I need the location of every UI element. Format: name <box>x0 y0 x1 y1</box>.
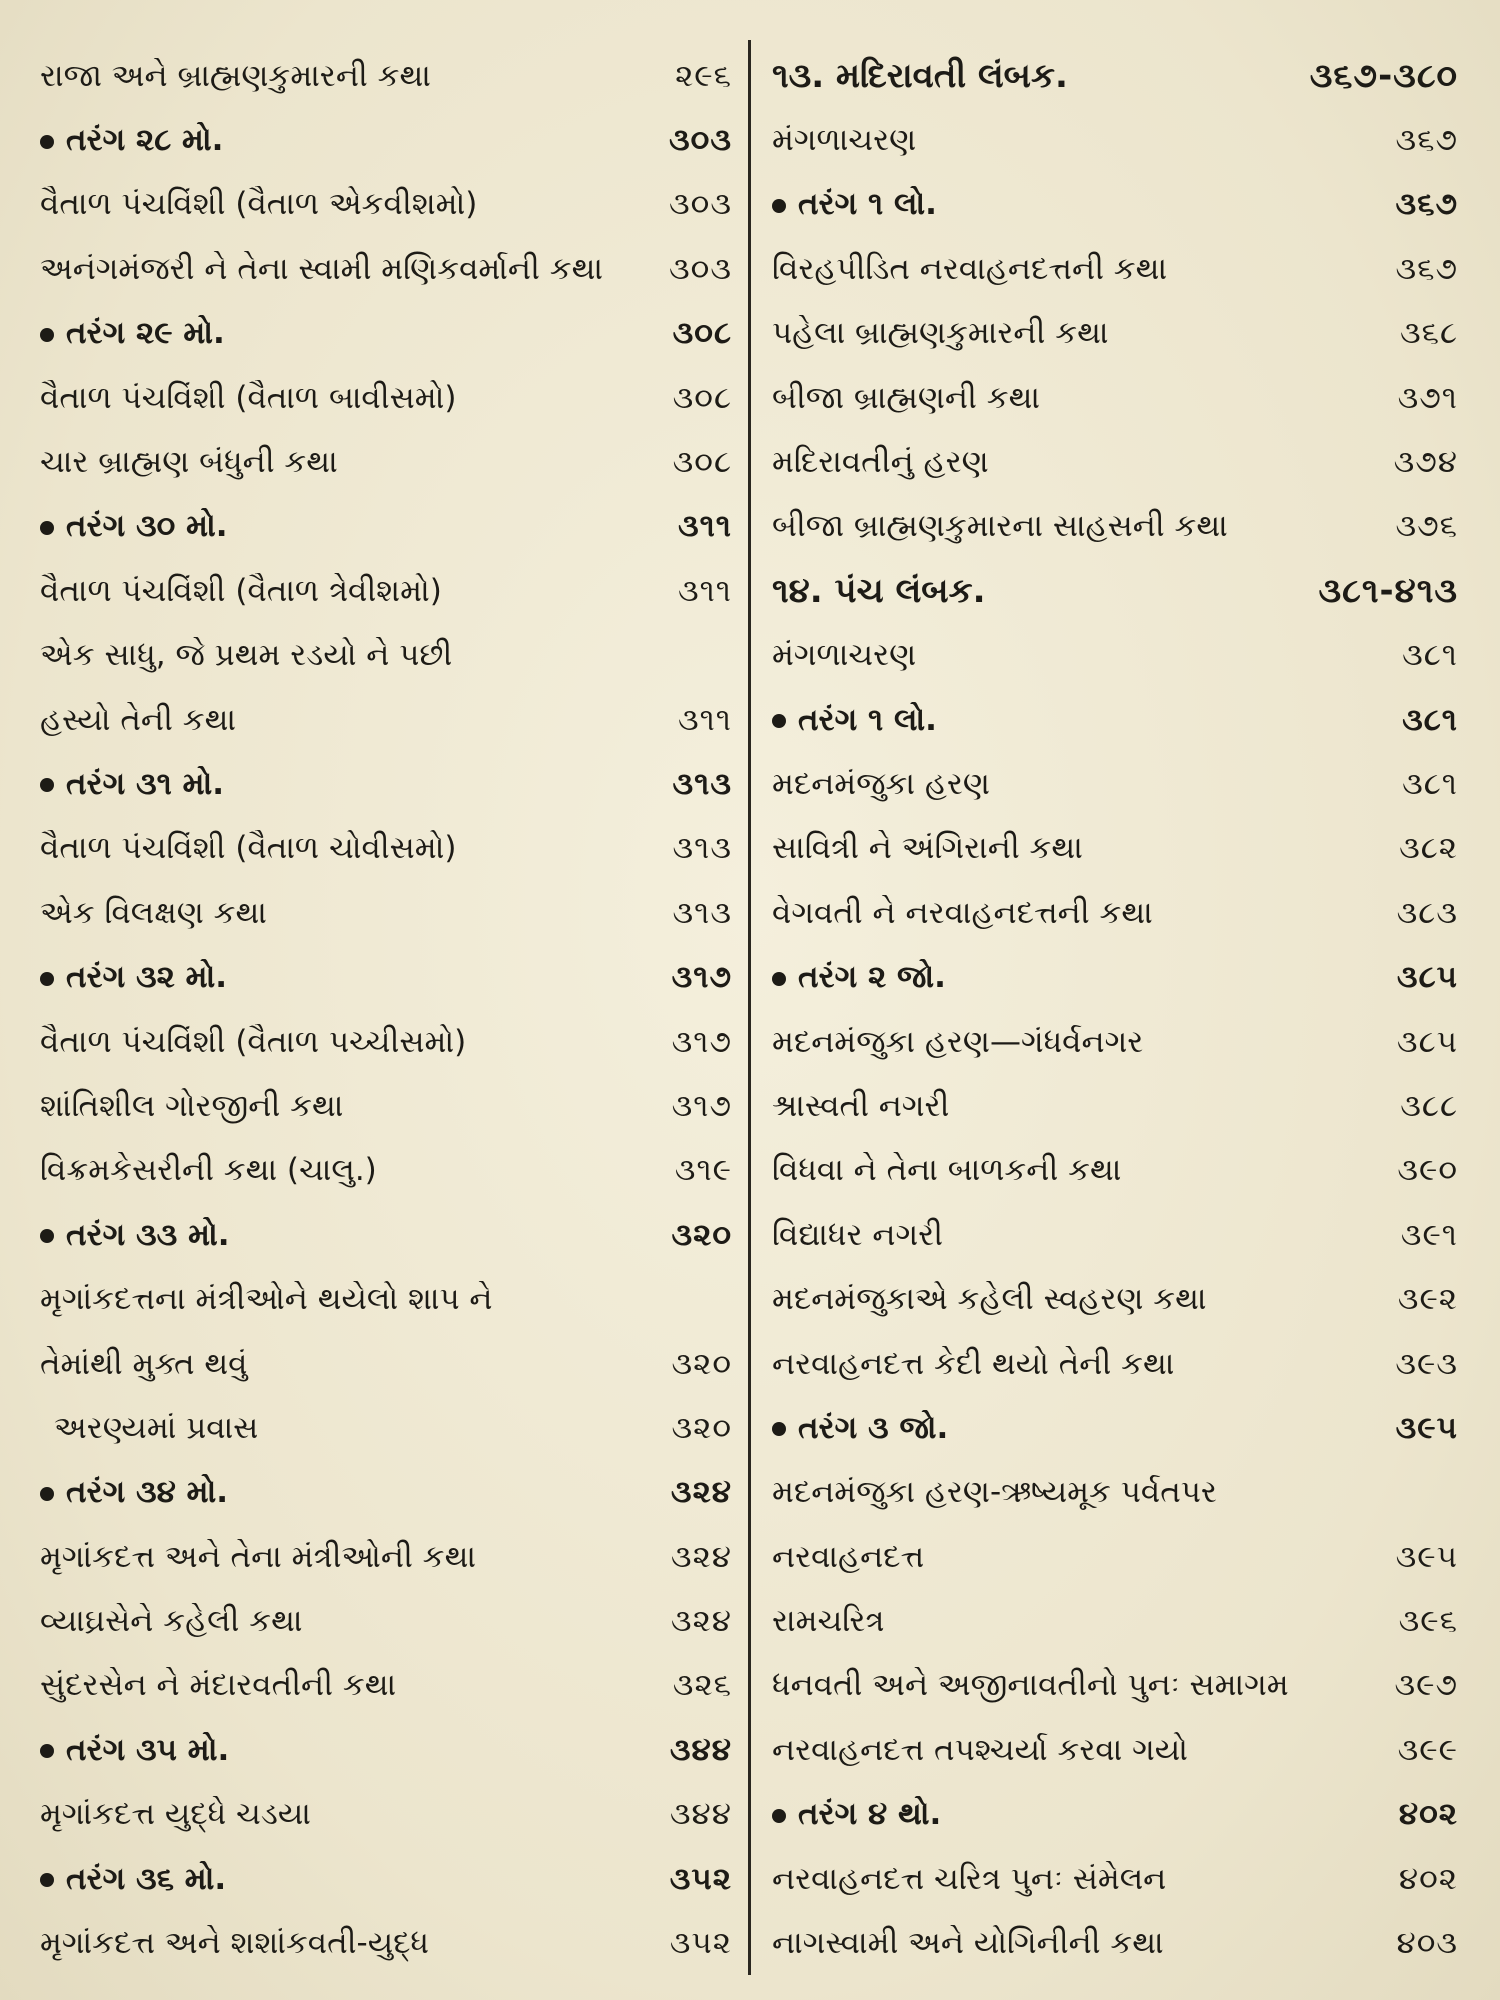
toc-entry-title <box>40 1603 657 1640</box>
toc-page-number: ૩૫૨ <box>669 1860 732 1897</box>
toc-page-number: ૩૨૦ <box>671 1409 732 1446</box>
toc-page-number: ૩૮૧ <box>1402 701 1458 738</box>
toc-entry-title <box>772 1667 1380 1704</box>
toc-entry <box>772 1525 1458 1589</box>
toc-page-number: ૩૧૯ <box>674 1152 732 1189</box>
toc-entry-title <box>40 895 659 932</box>
toc-entry-title <box>772 959 1383 996</box>
toc-entry-text: ૧૩. મદિરાવતી લંબક. <box>772 56 1068 97</box>
bullet-icon <box>40 521 54 535</box>
toc-page-number: ૩૨૪ <box>670 1538 732 1575</box>
toc-page-number: ૩૮૩ <box>1396 894 1458 931</box>
toc-entry-text: એક સાધુ, જે પ્રથમ રડયો ને પછી <box>40 637 453 674</box>
toc-entry <box>772 366 1458 430</box>
toc-entry-title <box>772 895 1383 932</box>
toc-entry-title <box>40 766 659 803</box>
toc-entry-title <box>772 56 1296 96</box>
toc-entry-title <box>40 1796 656 1833</box>
toc-entry <box>772 1139 1458 1203</box>
toc-entry-text: વિદ્યાધર નગરી <box>772 1216 943 1253</box>
toc-page-number: ૩૮૫ <box>1396 959 1458 996</box>
toc-page-number: ૩૦૮ <box>672 315 732 352</box>
toc-entry-title <box>772 1024 1383 1061</box>
toc-entry-title <box>772 1410 1382 1447</box>
toc-entry-title <box>772 315 1386 352</box>
toc-entry-text: હસ્યો તેની કથા <box>40 701 237 738</box>
toc-entry-text: તરંગ ૧ લો. <box>798 701 937 738</box>
toc-entry <box>40 1267 732 1331</box>
toc-page-number: ૩૧૭ <box>671 959 732 996</box>
toc-entry-text: શ્રાસ્વતી નગરી <box>772 1087 950 1124</box>
toc-entry <box>40 1911 732 1975</box>
toc-entry-title <box>40 1281 718 1318</box>
toc-entry <box>40 1332 732 1396</box>
toc-entry <box>772 1847 1458 1911</box>
toc-page-number: ૩૭૪ <box>1393 444 1458 481</box>
toc-entry-title <box>40 58 661 95</box>
toc-entry-text: તરંગ ૩૬ મો. <box>66 1860 227 1897</box>
toc-entry-title <box>40 508 664 545</box>
toc-entry-text: મદનમંજુકાએ કહેલી સ્વહરણ કથા <box>772 1281 1207 1318</box>
toc-entry-title <box>40 444 659 481</box>
toc-entry <box>40 1396 732 1460</box>
toc-entry-title <box>40 959 658 996</box>
toc-entry-title <box>40 702 664 739</box>
toc-entry <box>772 237 1458 301</box>
toc-entry-text: નરવાહનદત્ત ચરિત્ર પુનઃ સંમેલન <box>772 1860 1167 1897</box>
toc-entry-text: વૈતાળ પંચવિંશી (વૈતાળ ચોવીસમો) <box>40 830 457 867</box>
toc-entry-title <box>40 1474 657 1511</box>
toc-entry <box>772 1203 1458 1267</box>
toc-entry <box>40 366 732 430</box>
toc-left-column <box>40 44 732 1976</box>
toc-entry-title <box>772 1088 1386 1125</box>
toc-entry-title <box>40 380 659 417</box>
toc-entry-title <box>40 1152 661 1189</box>
toc-page-number: ૪૦૨ <box>1398 1796 1458 1833</box>
toc-entry <box>772 1461 1458 1525</box>
toc-tarang-heading <box>772 1396 1458 1460</box>
toc-entry-text: તરંગ ૩૫ મો. <box>66 1731 230 1768</box>
toc-entry <box>772 752 1458 816</box>
toc-entry-title <box>40 122 655 159</box>
toc-entry-text: ધનવતી અને અજીનાવતીનો પુનઃ સમાગમ <box>772 1667 1289 1704</box>
toc-tarang-heading <box>40 1718 732 1782</box>
toc-entry <box>40 1139 732 1203</box>
toc-page-number: ૩૯૧ <box>1400 1216 1458 1253</box>
bullet-icon <box>772 714 786 728</box>
toc-entry-title <box>40 1088 658 1125</box>
toc-page-number: ૩૧૩ <box>672 894 732 931</box>
toc-entry-title <box>40 1410 657 1447</box>
toc-entry-text: વૈતાળ પંચવિંશી (વૈતાળ બાવીસમો) <box>40 379 457 416</box>
toc-entry-text: તેમાંથી મુક્ત થવું <box>40 1345 248 1382</box>
toc-entry-text: તરંગ ૩૪ મો. <box>66 1474 229 1511</box>
toc-entry-text: વિધવા ને તેના બાળકની કથા <box>772 1152 1122 1189</box>
toc-entry-text: બીજા બ્રાહ્મણકુમારના સાહસની કથા <box>772 508 1228 545</box>
toc-page-number: ૩૧૧ <box>677 572 732 609</box>
toc-entry-text: તરંગ ૩૩ મો. <box>66 1216 230 1253</box>
toc-page-number: ૩૧૩ <box>672 765 732 802</box>
toc-page-number: ૩૧૭ <box>671 1087 732 1124</box>
toc-entry-text: શાંતિશીલ ગોરજીની કથા <box>40 1087 344 1124</box>
toc-page-number: ૩૮૫ <box>1396 1023 1458 1060</box>
toc-page-number: ૩૪૪ <box>669 1731 732 1768</box>
toc-entry-text: વિક્રમકેસરીની કથા (ચાલુ.) <box>40 1152 377 1189</box>
toc-entry-text: અરણ્યમાં પ્રવાસ <box>54 1409 259 1446</box>
toc-entry-title <box>772 444 1380 481</box>
toc-entry-text: તરંગ ૩ જો. <box>798 1409 949 1446</box>
toc-entry-title <box>772 1732 1384 1769</box>
toc-entry <box>772 1654 1458 1718</box>
toc-entry <box>772 817 1458 881</box>
toc-entry <box>772 1718 1458 1782</box>
toc-entry <box>40 1010 732 1074</box>
column-divider <box>748 40 751 1975</box>
toc-tarang-heading <box>40 302 732 366</box>
toc-entry <box>40 1074 732 1138</box>
toc-tarang-heading <box>40 1461 732 1525</box>
toc-tarang-heading <box>772 173 1458 237</box>
toc-entry-title <box>40 1024 658 1061</box>
toc-page-number: ૩૦૩ <box>669 250 732 287</box>
toc-entry <box>772 430 1458 494</box>
toc-entry <box>40 817 732 881</box>
toc-entry-title <box>772 1925 1382 1962</box>
bullet-icon <box>40 1487 54 1501</box>
toc-tarang-heading <box>40 945 732 1009</box>
toc-entry-text: વેગવતી ને નરવાહનદત્તની કથા <box>772 894 1153 931</box>
toc-entry-text: તરંગ ૨ જો. <box>798 959 946 996</box>
toc-tarang-heading <box>772 1783 1458 1847</box>
toc-page-number: ૩૭૬ <box>1395 508 1458 545</box>
toc-entry-text: નરવાહનદત્ત <box>772 1538 925 1575</box>
toc-entry <box>772 1010 1458 1074</box>
toc-entry-title <box>40 315 659 352</box>
toc-entry-title <box>772 1217 1387 1254</box>
toc-entry-title <box>40 1732 656 1769</box>
toc-entry <box>40 559 732 623</box>
toc-tarang-heading <box>40 752 732 816</box>
toc-entry <box>40 688 732 752</box>
bullet-icon <box>40 135 54 149</box>
toc-entry <box>40 1654 732 1718</box>
toc-entry <box>772 624 1458 688</box>
toc-page-number: ૩૯૩ <box>1395 1345 1458 1382</box>
toc-entry-title <box>40 251 655 288</box>
toc-entry-title <box>40 1861 656 1898</box>
toc-entry-text: મદિરાવતીનું હરણ <box>772 444 989 481</box>
toc-entry-text: ૧૪. પંચ લંબક. <box>772 571 986 612</box>
toc-entry <box>40 237 732 301</box>
toc-entry-title <box>40 1217 657 1254</box>
toc-entry <box>40 430 732 494</box>
toc-page-number: ૩૧૭ <box>671 1023 732 1060</box>
toc-entry-text: મંગળાચરણ <box>772 637 917 674</box>
toc-entry <box>40 624 732 688</box>
toc-entry-title <box>772 1603 1385 1640</box>
toc-entry-text: અનંગમંજરી ને તેના સ્વામી મણિકવર્માની કથા <box>40 250 603 287</box>
toc-entry-text: નાગસ્વામી અને યોગિનીની કથા <box>772 1925 1164 1962</box>
toc-entry-text: વિરહપીડિત નરવાહનદત્તની કથા <box>772 250 1168 287</box>
toc-page-number: ૩૮૧-૪૧૩ <box>1318 571 1458 612</box>
bullet-icon <box>772 972 786 986</box>
toc-entry-text: ચાર બ્રાહ્મણ બંધુની કથા <box>40 444 338 481</box>
toc-entry-text: તરંગ ૧ લો. <box>798 186 937 223</box>
toc-entry <box>40 881 732 945</box>
toc-page-number: ૩૬૭ <box>1395 250 1458 287</box>
toc-entry-text: વ્યાઘ્રસેને કહેલી કથા <box>40 1603 303 1640</box>
toc-entry-text: નરવાહનદત્ત તપશ્ચર્યા કરવા ગયો <box>772 1731 1188 1768</box>
toc-page-number: ૩૬૮ <box>1399 315 1458 352</box>
toc-entry-text: મદનમંજુકા હરણ-ઋષ્યમૂક પર્વતપર <box>772 1474 1217 1511</box>
toc-entry-title <box>40 637 718 674</box>
toc-page-number: ૩૪૪ <box>669 1796 732 1833</box>
toc-entry-title <box>772 508 1381 545</box>
toc-entry-title <box>772 637 1388 674</box>
toc-entry <box>40 44 732 108</box>
toc-entry-title <box>772 251 1381 288</box>
toc-entry-text: મદનમંજુકા હરણ <box>772 765 990 802</box>
bullet-icon <box>772 1422 786 1436</box>
toc-entry-title <box>772 380 1384 417</box>
toc-entry-title <box>40 573 664 610</box>
toc-page-number: ૩૯૨ <box>1397 1281 1458 1318</box>
toc-page-number: ૩૨૦ <box>671 1216 732 1253</box>
toc-entry-title <box>772 1474 1444 1511</box>
toc-page-number: ૩૨૪ <box>670 1603 732 1640</box>
toc-page-number: ૩૯૦ <box>1397 1152 1458 1189</box>
toc-entry <box>772 495 1458 559</box>
toc-entry-text: તરંગ ૩૨ મો. <box>66 959 228 996</box>
toc-entry-text: મંગળાચરણ <box>772 122 917 159</box>
toc-entry <box>40 1525 732 1589</box>
toc-page-number: ૩૦૮ <box>672 379 732 416</box>
toc-entry <box>772 1267 1458 1331</box>
toc-entry-text: બીજા બ્રાહ્મણની કથા <box>772 379 1040 416</box>
toc-entry-title <box>40 1925 656 1962</box>
toc-entry-text: વૈતાળ પંચવિંશી (વૈતાળ પચ્ચીસમો) <box>40 1023 467 1060</box>
toc-entry-title <box>40 830 659 867</box>
bullet-icon <box>40 1744 54 1758</box>
toc-page-number: ૩૮૮ <box>1400 1087 1458 1124</box>
toc-entry-text: વૈતાળ પંચવિંશી (વૈતાળ એકવીશમો) <box>40 186 478 223</box>
toc-entry-title <box>772 1152 1383 1189</box>
toc-entry-text: એક વિલક્ષણ કથા <box>40 894 267 931</box>
toc-entry <box>772 302 1458 366</box>
toc-section-heading <box>772 559 1458 623</box>
toc-entry-title <box>772 830 1385 867</box>
toc-entry-text: રામચરિત્ર <box>772 1603 885 1640</box>
toc-entry-text: તરંગ ૪ થો. <box>798 1796 942 1833</box>
toc-tarang-heading <box>772 688 1458 752</box>
toc-entry <box>772 1332 1458 1396</box>
toc-section-heading <box>772 44 1458 108</box>
toc-page-number: ૩૯૫ <box>1395 1538 1458 1575</box>
toc-page-number: ૩૨૪ <box>670 1474 732 1511</box>
toc-page-number: ૩૨૦ <box>671 1345 732 1382</box>
toc-entry <box>772 1911 1458 1975</box>
toc-page-number: ૩૭૧ <box>1397 379 1458 416</box>
bullet-icon <box>40 778 54 792</box>
toc-entry-title <box>772 1796 1385 1833</box>
toc-entry <box>40 1783 732 1847</box>
toc-page-number: ૩૯૭ <box>1394 1667 1458 1704</box>
toc-page-number: ૩૦૩ <box>669 186 732 223</box>
toc-entry-title <box>40 1346 657 1383</box>
toc-entry-title <box>772 122 1381 159</box>
toc-entry-title <box>772 1346 1381 1383</box>
toc-entry-title <box>772 571 1305 611</box>
toc-entry-title <box>40 186 655 223</box>
toc-tarang-heading <box>40 1847 732 1911</box>
toc-entry-text: સુંદરસેન ને મંદારવતીની કથા <box>40 1667 397 1704</box>
toc-entry-title <box>772 766 1388 803</box>
toc-entry <box>772 1589 1458 1653</box>
toc-page-number: ૩૦૮ <box>672 444 732 481</box>
bullet-icon <box>772 1809 786 1823</box>
toc-page-number: ૨૯૬ <box>675 57 732 94</box>
toc-entry-text: મૃગાંકદત્ત યુદ્ધે ચડયા <box>40 1796 311 1833</box>
toc-entry-text: તરંગ ૩૧ મો. <box>66 765 225 802</box>
toc-entry-text: મૃગાંકદત્ત અને શશાંકવતી-યુદ્ધ <box>40 1925 430 1962</box>
toc-entry-text: તરંગ ૨૮ મો. <box>66 122 224 159</box>
toc-page-number: ૩૧૧ <box>677 701 732 738</box>
toc-page-number: ૩૮૨ <box>1399 830 1458 867</box>
toc-page-number: ૩૨૬ <box>672 1667 732 1704</box>
toc-tarang-heading <box>40 1203 732 1267</box>
toc-page-number: ૪૦૨ <box>1398 1860 1458 1897</box>
toc-entry-text: મૃગાંકદત્ત અને તેના મંત્રીઓની કથા <box>40 1538 476 1575</box>
toc-page-number: ૩૯૬ <box>1398 1603 1458 1640</box>
toc-entry-title <box>772 1539 1382 1576</box>
bullet-icon <box>40 1229 54 1243</box>
toc-entry-title <box>772 702 1388 739</box>
toc-entry-text: પહેલા બ્રાહ્મણકુમારની કથા <box>772 315 1109 352</box>
toc-entry <box>40 173 732 237</box>
toc-page-number: ૩૮૧ <box>1402 765 1458 802</box>
toc-entry-title <box>772 1281 1384 1318</box>
toc-entry-text: મૃગાંકદત્તના મંત્રીઓને થયેલો શાપ ને <box>40 1281 493 1318</box>
toc-page-number: ૩૦૩ <box>669 122 732 159</box>
toc-page-number: ૩૫૨ <box>669 1925 732 1962</box>
toc-entry-text: નરવાહનદત્ત કેદી થયો તેની કથા <box>772 1345 1175 1382</box>
toc-entry-text: મદનમંજુકા હરણ—ગંધર્વનગર <box>772 1023 1144 1060</box>
toc-page-number: ૩૯૫ <box>1395 1409 1458 1446</box>
toc-tarang-heading <box>40 108 732 172</box>
toc-page-number: ૪૦૩ <box>1396 1925 1458 1962</box>
toc-entry <box>772 881 1458 945</box>
toc-tarang-heading <box>772 945 1458 1009</box>
toc-tarang-heading <box>40 495 732 559</box>
toc-page-number: ૩૯૯ <box>1397 1731 1458 1768</box>
bullet-icon <box>40 972 54 986</box>
toc-entry-text: રાજા અને બ્રાહ્મણકુમારની કથા <box>40 57 431 94</box>
toc-entry-text: તરંગ ૨૯ મો. <box>66 315 225 352</box>
bullet-icon <box>40 1873 54 1887</box>
toc-page-number: ૩૬૭ <box>1395 122 1458 159</box>
toc-right-column <box>772 44 1458 1976</box>
toc-entry <box>772 108 1458 172</box>
bullet-icon <box>40 328 54 342</box>
toc-entry-title <box>772 186 1381 223</box>
toc-entry-text: તરંગ ૩૦ મો. <box>66 508 228 545</box>
toc-entry-text: વૈતાળ પંચવિંશી (વૈતાળ ત્રેવીશમો) <box>40 572 442 609</box>
toc-entry-text: સાવિત્રી ને અંગિરાની કથા <box>772 830 1083 867</box>
toc-page-number: ૩૧૧ <box>677 508 732 545</box>
toc-page-number: ૩૬૭-૩૮૦ <box>1309 56 1458 97</box>
toc-page-number: ૩૧૩ <box>672 830 732 867</box>
toc-entry-title <box>40 1667 659 1704</box>
toc-page-number: ૩૮૧ <box>1402 637 1458 674</box>
toc-entry-title <box>772 1861 1385 1898</box>
bullet-icon <box>772 199 786 213</box>
toc-page-number: ૩૬૭ <box>1395 186 1458 223</box>
toc-entry <box>40 1589 732 1653</box>
toc-entry <box>772 1074 1458 1138</box>
toc-entry-title <box>40 1539 657 1576</box>
